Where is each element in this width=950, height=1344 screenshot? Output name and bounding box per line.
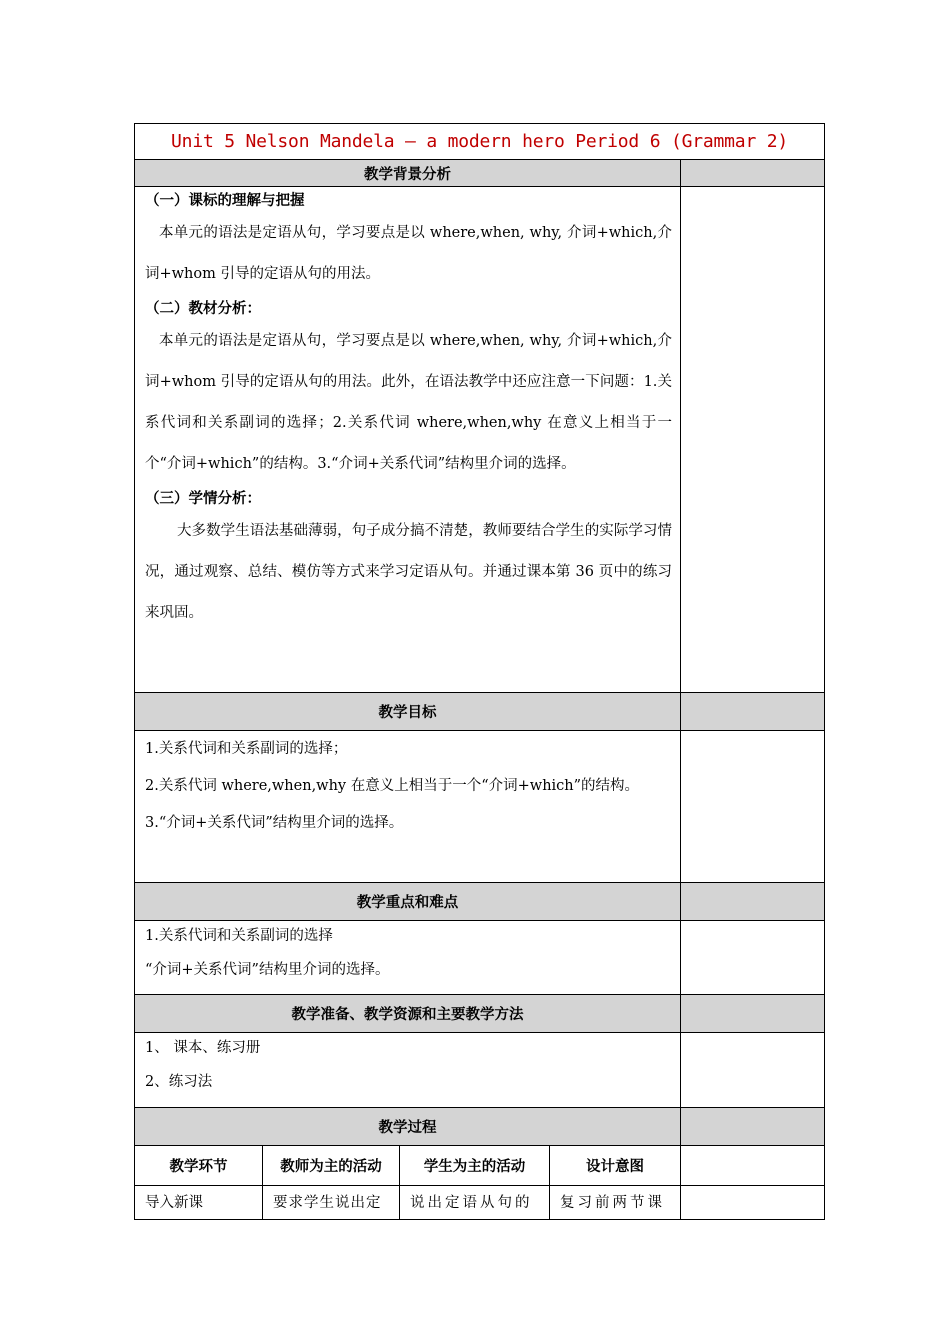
section-heading: （一）课标的理解与把握 [145, 193, 305, 209]
preparation-line: 2、练习法 [145, 1074, 213, 1090]
document-title: Unit 5 Nelson Mandela — a modern hero Period 6 (Grammar 2) [171, 131, 788, 152]
key-point-line: 1.关系代词和关系副词的选择 [145, 928, 333, 944]
section-text: 本单元的语法是定语从句，学习要点是以 where,when, why, 介词+which,介词+whom 引导的定语从句的用法。此外，在语法教学中还应注意一下问题：1.关系代词和关系副词的选择；2.关系代词 where,when,why 在意义上相当于一个“介词+which”的结构。3.“介词+关系代词”结构里介词的选择。 [145, 333, 672, 472]
process-cell: 复习前两节课 [550, 1186, 681, 1220]
process-cell: 导入新课 [135, 1186, 263, 1220]
preparation-content [135, 1033, 681, 1108]
side-cell [681, 1033, 825, 1108]
title-cell [135, 124, 825, 160]
side-cell [681, 1186, 825, 1220]
side-cell [681, 1108, 825, 1146]
goals-content [135, 731, 681, 883]
preparation-heading: 教学准备、教学资源和主要教学方法 [135, 995, 681, 1033]
key-points-content [135, 921, 681, 995]
process-cell: 要求学生说出定 [263, 1186, 400, 1220]
column-header: 教师为主的活动 [263, 1146, 400, 1186]
section-heading: （二）教材分析： [145, 301, 261, 317]
column-header: 设计意图 [550, 1146, 681, 1186]
goal-line: 3.“介词+关系代词”结构里介词的选择。 [145, 815, 404, 831]
side-cell [681, 883, 825, 921]
section-text: 大多数学生语法基础薄弱，句子成分搞不清楚，教师要结合学生的实际学习情况，通过观察、总结、模仿等方式来学习定语从句。并通过课本第 36 页中的练习来巩固。 [145, 523, 672, 621]
side-cell [681, 1146, 825, 1186]
background-heading: 教学背景分析 [135, 160, 681, 187]
process-heading: 教学过程 [135, 1108, 681, 1146]
background-content [135, 187, 681, 693]
column-header: 学生为主的活动 [400, 1146, 550, 1186]
lesson-plan-table [134, 123, 825, 1220]
process-cell: 说出定语从句的 [400, 1186, 550, 1220]
side-cell [681, 921, 825, 995]
side-cell [681, 995, 825, 1033]
key-point-line: “介词+关系代词”结构里介词的选择。 [145, 962, 390, 978]
section-text: 本单元的语法是定语从句，学习要点是以 where,when, why, 介词+which,介词+whom 引导的定语从句的用法。 [145, 225, 672, 282]
goals-heading: 教学目标 [135, 693, 681, 731]
side-cell [681, 160, 825, 187]
side-cell [681, 731, 825, 883]
goal-line: 2.关系代词 where,when,why 在意义上相当于一个“介词+which”的结构。 [145, 778, 640, 794]
side-cell [681, 693, 825, 731]
section-heading: （三）学情分析： [145, 491, 261, 507]
goal-line: 1.关系代词和关系副词的选择； [145, 741, 348, 757]
column-header: 教学环节 [135, 1146, 263, 1186]
key-points-heading: 教学重点和难点 [135, 883, 681, 921]
side-cell [681, 187, 825, 693]
preparation-line: 1、 课本、练习册 [145, 1040, 261, 1056]
